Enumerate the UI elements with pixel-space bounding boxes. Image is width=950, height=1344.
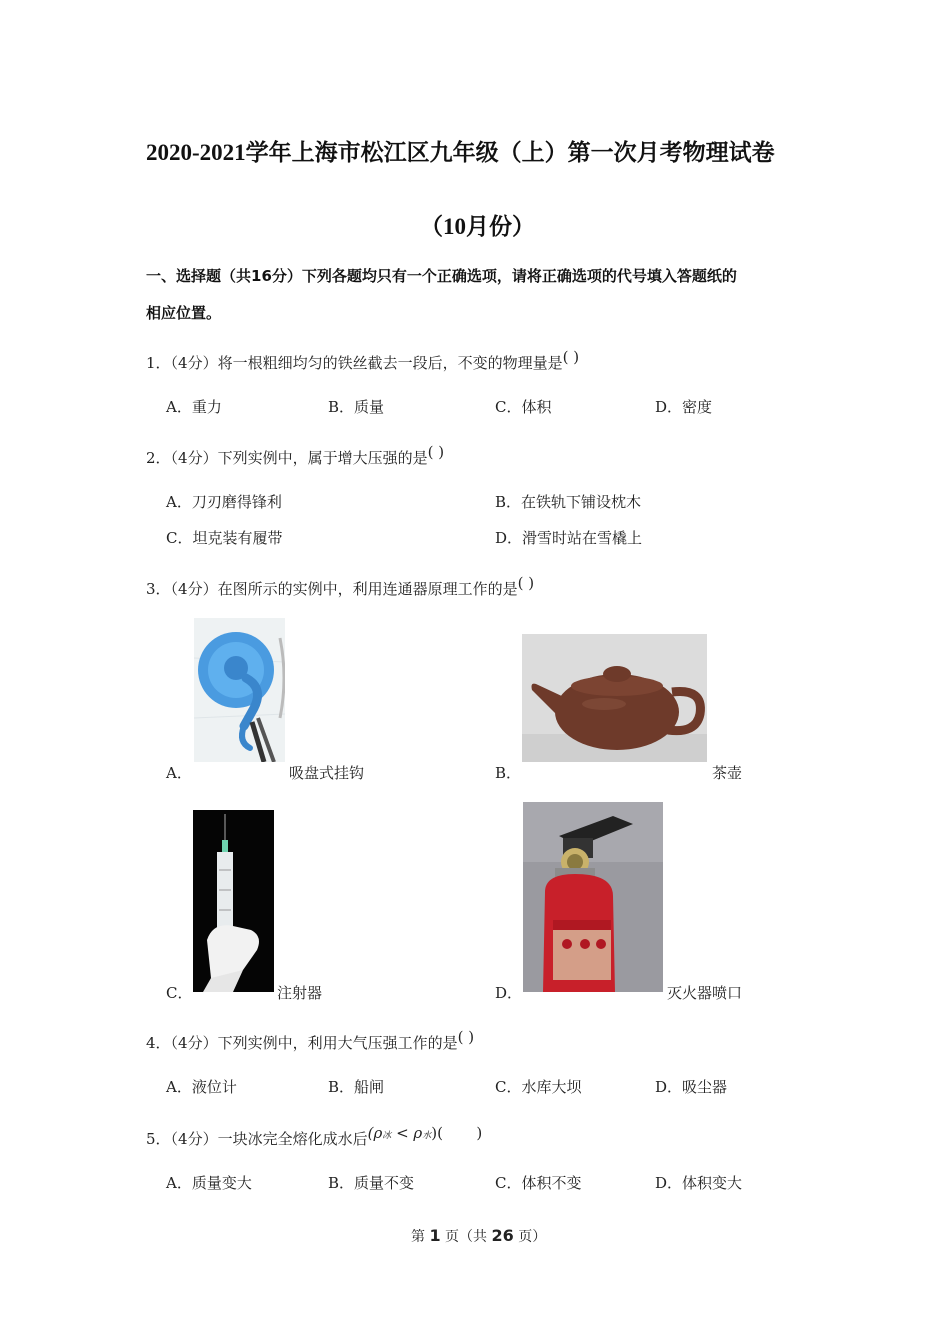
total-pages: 26 <box>491 1226 514 1245</box>
question-text: 在图所示的实例中，利用连通器原理工作的是 <box>217 580 518 598</box>
option-d: D．滑雪时站在雪橇上 <box>495 529 643 547</box>
option-a: A．刀刃磨得锋利 <box>166 493 282 511</box>
option-a-caption: 吸盘式挂钩 <box>289 764 365 782</box>
question-score: （4分） <box>170 1130 218 1148</box>
question-1 <box>146 348 580 373</box>
option-a: A．液位计 <box>166 1078 237 1096</box>
question-number: 2． <box>146 449 171 467</box>
question-text: 下列实例中，属于增大压强的是 <box>217 449 428 467</box>
option-b: B．质量不变 <box>328 1174 415 1192</box>
question-4 <box>146 1028 475 1053</box>
answer-paren: ( ) <box>517 574 535 592</box>
option-c: C．体积 <box>495 398 552 416</box>
question-number: 4． <box>146 1034 171 1052</box>
fire-extinguisher-image <box>523 802 663 992</box>
option-c-caption: 注射器 <box>277 984 323 1002</box>
question-number: 1． <box>146 354 171 372</box>
question-5 <box>146 1124 483 1149</box>
syringe-image <box>193 810 274 992</box>
option-c: C．水库大坝 <box>495 1078 582 1096</box>
question-score: （4分） <box>170 580 218 598</box>
current-page: 1 <box>429 1226 441 1245</box>
option-b: B．质量 <box>328 398 385 416</box>
question-text: 一块冰完全熔化成水后 <box>217 1130 368 1148</box>
question-3 <box>146 574 535 599</box>
option-d: D．密度 <box>655 398 713 416</box>
question-number: 5． <box>146 1130 171 1148</box>
option-b-caption: 茶壶 <box>712 764 743 782</box>
option-c: C．坦克装有履带 <box>166 529 283 547</box>
section-heading: 一、选择题（共16分）下列各题均只有一个正确选项，请将正确选项的代号填入答题纸的 <box>146 267 737 285</box>
page-subtitle: （10月份） <box>420 214 535 239</box>
page-footer: 第 1 页（共 26 页） <box>411 1226 547 1245</box>
option-a: A．重力 <box>166 398 222 416</box>
option-d: D．体积变大 <box>655 1174 743 1192</box>
answer-paren: ( ) <box>457 1028 475 1046</box>
question-text: 下列实例中，利用大气压强工作的是 <box>217 1034 458 1052</box>
option-b: B．在铁轨下铺设枕木 <box>495 493 642 511</box>
option-b: B．船闸 <box>328 1078 385 1096</box>
option-a: A．质量变大 <box>166 1174 252 1192</box>
option-d-caption: 灭火器喷口 <box>667 984 743 1002</box>
option-d-letter: D． <box>495 984 523 1002</box>
question-text: 将一根粗细均匀的铁丝截去一段后，不变的物理量是 <box>217 354 563 372</box>
page-title: 2020-2021学年上海市松江区九年级（上）第一次月考物理试卷 <box>146 140 775 165</box>
suction-hook-image <box>194 618 285 762</box>
question-score: （4分） <box>170 1034 218 1052</box>
answer-paren-close: ) <box>442 1124 483 1142</box>
option-c-letter: C． <box>166 984 193 1002</box>
question-score: （4分） <box>170 354 218 372</box>
option-b-letter: B． <box>495 764 522 782</box>
density-formula: (ρ冰 < ρ水)( <box>367 1124 443 1142</box>
option-a-letter: A． <box>166 764 192 782</box>
answer-paren: ( ) <box>427 443 445 461</box>
option-d: D．吸尘器 <box>655 1078 728 1096</box>
question-number: 3． <box>146 580 171 598</box>
answer-paren: ( ) <box>562 348 580 366</box>
teapot-image <box>522 634 707 762</box>
section-heading-cont: 相应位置。 <box>146 304 222 322</box>
option-c: C．体积不变 <box>495 1174 582 1192</box>
question-score: （4分） <box>170 449 218 467</box>
question-2 <box>146 443 445 468</box>
